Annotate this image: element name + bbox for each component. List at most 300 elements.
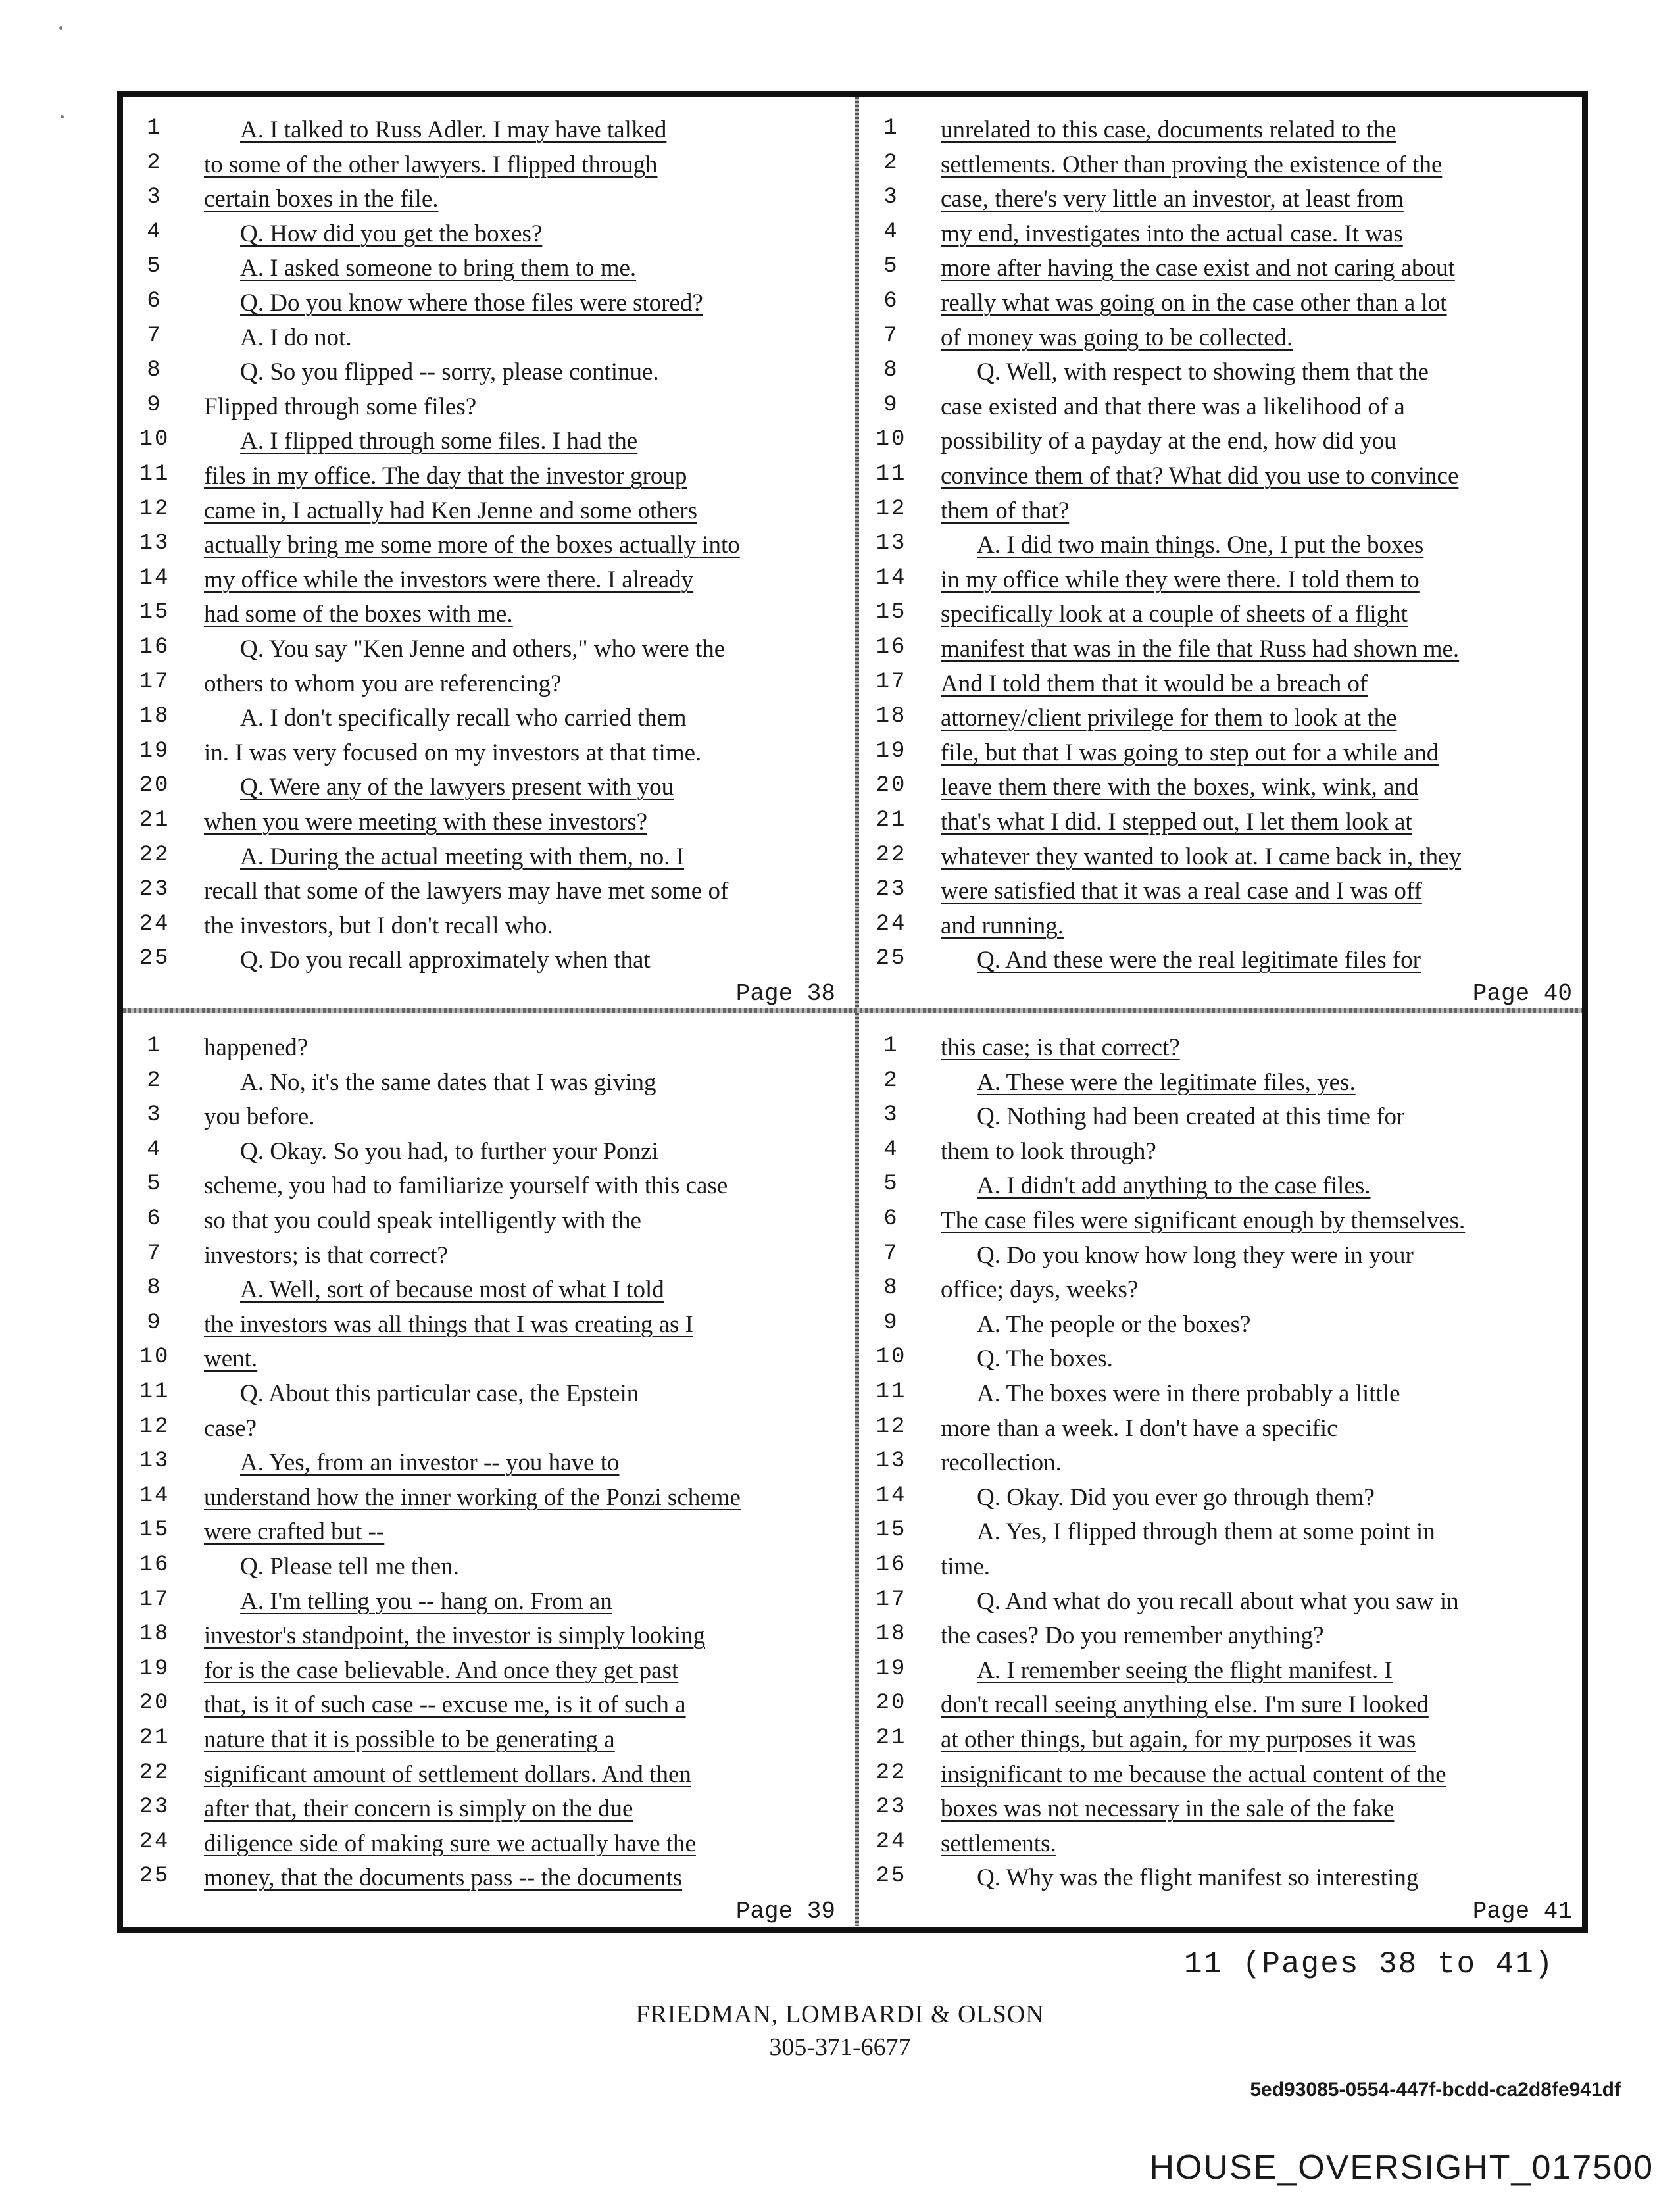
line-text: when you were meeting with these investors? — [204, 808, 648, 835]
line-text: Q. Do you know where those files were stored? — [240, 289, 703, 316]
line-number: 7 — [883, 1241, 899, 1266]
transcript-line — [862, 528, 1585, 562]
line-text: that, is it of such case -- excuse me, is it of such a — [204, 1691, 686, 1719]
transcript-line — [862, 563, 1585, 597]
transcript-line — [862, 217, 1585, 251]
scan-speck — [59, 26, 62, 30]
transcript-line — [125, 1446, 849, 1480]
line-text: A. Yes, from an investor -- you have to — [240, 1449, 620, 1477]
transcript-line — [862, 1619, 1585, 1653]
line-number: 6 — [883, 1206, 899, 1231]
transcript-line — [125, 1273, 849, 1307]
transcript-line — [125, 1585, 849, 1619]
line-number: 12 — [876, 1414, 907, 1439]
transcript-line — [862, 943, 1585, 978]
transcript-line — [862, 840, 1585, 874]
line-text: the investors was all things that I was creating as I — [204, 1310, 693, 1338]
line-number: 14 — [139, 565, 170, 591]
line-text: A. I talked to Russ Adler. I may have talked — [240, 116, 667, 143]
transcript-line — [125, 701, 849, 735]
line-number: 5 — [883, 254, 899, 280]
transcript-line — [125, 1342, 849, 1376]
line-text: diligence side of making sure we actually have the — [204, 1829, 696, 1857]
line-text: A. During the actual meeting with them, no. I — [240, 843, 685, 870]
transcript-line — [862, 701, 1585, 735]
transcript-line — [862, 251, 1585, 286]
transcript-line — [125, 1550, 849, 1584]
line-number: 4 — [883, 219, 899, 245]
line-text: of money was going to be collected. — [941, 324, 1293, 351]
line-number: 2 — [883, 150, 899, 176]
line-number: 20 — [876, 1691, 907, 1716]
line-number: 22 — [139, 842, 170, 868]
line-text: A. I don't specifically recall who carried them — [240, 705, 687, 732]
line-number: 13 — [139, 531, 170, 557]
transcript-line — [125, 1723, 849, 1757]
line-text: A. I didn't add anything to the case files. — [977, 1172, 1371, 1200]
line-number: 11 — [139, 1379, 170, 1404]
transcript-line — [862, 1031, 1585, 1065]
line-text: leave them there with the boxes, wink, wink, and — [941, 774, 1419, 801]
transcript-line — [125, 874, 849, 908]
transcript-line — [125, 217, 849, 251]
transcript-line — [125, 424, 849, 459]
transcript-line — [862, 874, 1585, 908]
line-text: came in, I actually had Ken Jenne and some others — [204, 497, 698, 524]
line-text: Q. Please tell me then. — [240, 1553, 459, 1580]
line-text: went. — [204, 1345, 258, 1373]
page-label: Page 39 — [735, 1898, 835, 1925]
transcript-line — [862, 355, 1585, 389]
line-number: 25 — [139, 1864, 170, 1889]
line-number: 2 — [147, 1068, 162, 1093]
line-number: 2 — [883, 1068, 899, 1093]
line-text: more than a week. I don't have a specific — [941, 1414, 1338, 1442]
transcript-line — [862, 736, 1585, 770]
line-number: 20 — [876, 773, 907, 799]
transcript-line — [862, 321, 1585, 355]
line-text: in. I was very focused on my investors at that time. — [204, 739, 702, 766]
transcript-line — [125, 1308, 849, 1342]
transcript-line — [125, 770, 849, 805]
transcript-line — [125, 355, 849, 389]
transcript-line — [125, 182, 849, 216]
transcript-line — [862, 1100, 1585, 1134]
transcript-line — [862, 1827, 1585, 1861]
transcript-line — [862, 1723, 1585, 1757]
transcript-line — [125, 251, 849, 286]
transcript-line — [862, 1481, 1585, 1515]
line-text: to some of the other lawyers. I flipped through — [204, 151, 658, 178]
line-text: Q. Well, with respect to showing them that the — [977, 359, 1429, 386]
transcript-page-41 — [862, 1016, 1585, 1925]
line-number: 14 — [876, 565, 907, 591]
transcript-line — [862, 1861, 1585, 1895]
line-number: 4 — [147, 1137, 162, 1162]
page-label: Page 41 — [1472, 1898, 1572, 1925]
line-text: happened? — [204, 1034, 309, 1061]
transcript-line — [125, 597, 849, 632]
transcript-line — [862, 1169, 1585, 1203]
page-label: Page 40 — [1472, 980, 1572, 1007]
line-number: 3 — [147, 185, 162, 211]
transcript-line — [862, 1273, 1585, 1307]
transcript-line — [125, 1515, 849, 1549]
line-text: more after having the case exist and not caring about — [941, 255, 1455, 282]
line-text: so that you could speak intelligently with the — [204, 1207, 641, 1234]
line-number: 7 — [147, 323, 162, 349]
transcript-line — [125, 1377, 849, 1411]
line-text: don't recall seeing anything else. I'm sure I looked — [941, 1691, 1429, 1719]
line-text: the investors, but I don't recall who. — [204, 912, 553, 939]
line-text: Q. Why was the flight manifest so interesting — [977, 1864, 1419, 1892]
line-text: settlements. Other than proving the existence of the — [941, 151, 1443, 178]
transcript-line — [125, 1758, 849, 1792]
line-number: 17 — [876, 669, 907, 695]
line-text: Q. And what do you recall about what you saw in — [977, 1587, 1459, 1615]
line-text: had some of the boxes with me. — [204, 601, 513, 628]
line-number: 5 — [883, 1172, 899, 1197]
transcript-line — [125, 286, 849, 320]
transcript-line — [125, 840, 849, 874]
line-number: 22 — [876, 842, 907, 868]
line-text: unrelated to this case, documents related to the — [941, 116, 1396, 143]
line-number: 1 — [147, 116, 162, 141]
line-number: 10 — [139, 1345, 170, 1370]
line-number: 8 — [147, 358, 162, 384]
line-text: Q. Were any of the lawyers present with you — [240, 774, 674, 801]
transcript-page-40 — [862, 99, 1585, 1007]
transcript-line — [125, 943, 849, 978]
line-number: 25 — [139, 946, 170, 972]
transcript-line — [862, 148, 1585, 182]
transcript-line — [862, 1758, 1585, 1792]
line-text: A. The people or the boxes? — [977, 1310, 1251, 1338]
line-text: money, that the documents pass -- the documents — [204, 1864, 683, 1892]
transcript-page-38 — [125, 99, 849, 1007]
line-text: recollection. — [941, 1449, 1062, 1477]
line-text: A. I do not. — [240, 324, 352, 351]
line-text: Q. Nothing had been created at this time for — [977, 1103, 1405, 1131]
line-text: after that, their concern is simply on the due — [204, 1795, 633, 1823]
line-text: recall that some of the lawyers may have met some of — [204, 878, 729, 905]
line-text: were crafted but -- — [204, 1518, 385, 1546]
line-number: 23 — [139, 877, 170, 903]
line-number: 15 — [139, 1518, 170, 1543]
transcript-line — [862, 113, 1585, 147]
transcript-line — [862, 182, 1585, 216]
transcript-line — [862, 1654, 1585, 1688]
line-number: 12 — [139, 1414, 170, 1439]
line-number: 10 — [876, 427, 907, 453]
line-number: 12 — [876, 496, 907, 522]
line-number: 24 — [139, 911, 170, 937]
line-number: 3 — [883, 1103, 899, 1128]
pages-range: 11 (Pages 38 to 41) — [1184, 1947, 1554, 1981]
line-text: possibility of a payday at the end, how did you — [941, 428, 1396, 455]
line-text: for is the case believable. And once they get past — [204, 1656, 679, 1684]
transcript-line — [125, 1792, 849, 1826]
line-number: 19 — [876, 1656, 907, 1681]
line-number: 17 — [139, 669, 170, 695]
transcript-line — [862, 632, 1585, 666]
line-text: nature that it is possible to be generating a — [204, 1726, 615, 1753]
line-text: really what was going on in the case other than a lot — [941, 289, 1447, 316]
horizontal-divider — [123, 1008, 1582, 1013]
line-number: 10 — [876, 1345, 907, 1370]
line-text: A. Yes, I flipped through them at some point in — [977, 1518, 1435, 1546]
line-text: my end, investigates into the actual case. It was — [941, 220, 1403, 247]
transcript-line — [862, 1377, 1585, 1411]
transcript-line — [125, 1481, 849, 1515]
transcript-line — [862, 1239, 1585, 1273]
line-text: Q. Okay. Did you ever go through them? — [977, 1483, 1375, 1511]
line-text: certain boxes in the file. — [204, 186, 439, 213]
transcript-line — [862, 390, 1585, 424]
line-number: 23 — [876, 877, 907, 903]
transcript-line — [862, 909, 1585, 943]
transcript-line — [125, 1135, 849, 1169]
transcript-line — [862, 1446, 1585, 1480]
line-text: case? — [204, 1414, 257, 1442]
court-reporter-firm: FRIEDMAN, LOMBARDI & OLSON — [635, 2000, 1045, 2028]
line-text: investor's standpoint, the investor is simply looking — [204, 1622, 706, 1650]
line-text: investors; is that correct? — [204, 1241, 448, 1269]
line-number: 15 — [876, 1518, 907, 1543]
line-text: files in my office. The day that the investor group — [204, 462, 687, 489]
line-number: 13 — [876, 531, 907, 557]
transcript-line — [125, 563, 849, 597]
firm-phone: 305-371-6677 — [769, 2033, 911, 2061]
line-number: 6 — [147, 289, 162, 314]
line-number: 15 — [876, 600, 907, 626]
line-number: 13 — [876, 1449, 907, 1474]
page-label: Page 38 — [735, 980, 835, 1007]
line-number: 5 — [147, 1172, 162, 1197]
line-number: 18 — [876, 1622, 907, 1647]
transcript-line — [125, 1861, 849, 1895]
transcript-line — [862, 805, 1585, 839]
transcript-line — [862, 597, 1585, 632]
line-text: manifest that was in the file that Russ had shown me. — [941, 635, 1460, 662]
line-text: and running. — [941, 912, 1064, 939]
transcript-line — [125, 667, 849, 701]
line-number: 21 — [139, 808, 170, 833]
line-text: The case files were significant enough by themselves. — [941, 1207, 1466, 1234]
transcript-line — [125, 1066, 849, 1100]
transcript-line — [862, 1342, 1585, 1376]
line-text: whatever they wanted to look at. I came back in, they — [941, 843, 1462, 870]
transcript-line — [125, 736, 849, 770]
line-text: Q. Do you know how long they were in your — [977, 1241, 1414, 1269]
line-text: my office while the investors were there. I already — [204, 566, 694, 593]
line-text: file, but that I was going to step out for a while and — [941, 739, 1439, 766]
line-number: 24 — [876, 911, 907, 937]
transcript-line — [125, 1619, 849, 1653]
transcript-line — [862, 1412, 1585, 1446]
line-number: 8 — [147, 1276, 162, 1301]
transcript-line — [862, 770, 1585, 805]
line-number: 8 — [883, 1276, 899, 1301]
line-number: 8 — [883, 358, 899, 384]
transcript-line — [125, 805, 849, 839]
line-text: convince them of that? What did you use to convince — [941, 462, 1459, 489]
line-number: 3 — [883, 185, 899, 211]
line-number: 2 — [147, 150, 162, 176]
transcript-line — [125, 1412, 849, 1446]
line-text: were satisfied that it was a real case and I was off — [941, 878, 1422, 905]
transcript-line — [125, 113, 849, 147]
transcript-line — [125, 632, 849, 666]
line-text: A. I flipped through some files. I had the — [240, 428, 638, 455]
line-text: case, there's very little an investor, at least from — [941, 186, 1404, 213]
line-number: 11 — [876, 462, 907, 487]
line-number: 24 — [139, 1829, 170, 1854]
line-text: A. I'm telling you -- hang on. From an — [240, 1587, 612, 1615]
line-number: 3 — [147, 1103, 162, 1128]
line-text: them to look through? — [941, 1137, 1156, 1165]
line-text: A. Well, sort of because most of what I told — [240, 1276, 664, 1304]
transcript-line — [125, 494, 849, 528]
line-text: Q. The boxes. — [977, 1345, 1113, 1373]
line-number: 14 — [139, 1483, 170, 1508]
line-number: 25 — [876, 1864, 907, 1889]
line-number: 11 — [139, 462, 170, 487]
transcript-line — [125, 1239, 849, 1273]
transcript-line — [125, 390, 849, 424]
transcript-line — [862, 494, 1585, 528]
line-number: 21 — [139, 1726, 170, 1751]
line-number: 19 — [139, 738, 170, 764]
line-text: Q. Do you recall approximately when that — [240, 947, 651, 974]
line-text: specifically look at a couple of sheets of a flight — [941, 601, 1408, 628]
transcript-line — [125, 1688, 849, 1722]
transcript-line — [125, 459, 849, 493]
line-text: this case; is that correct? — [941, 1034, 1180, 1061]
line-text: Q. About this particular case, the Epstein — [240, 1380, 639, 1407]
line-number: 25 — [876, 946, 907, 972]
line-number: 21 — [876, 808, 907, 833]
line-number: 9 — [147, 1310, 162, 1335]
transcript-line — [125, 1169, 849, 1203]
line-number: 5 — [147, 254, 162, 280]
line-number: 19 — [876, 738, 907, 764]
line-number: 9 — [147, 392, 162, 418]
line-number: 1 — [883, 116, 899, 141]
line-text: at other things, but again, for my purposes it was — [941, 1726, 1416, 1753]
line-number: 18 — [139, 1622, 170, 1647]
line-number: 21 — [876, 1726, 907, 1751]
line-number: 22 — [139, 1760, 170, 1785]
line-number: 7 — [883, 323, 899, 349]
line-text: time. — [941, 1553, 991, 1580]
transcript-line — [862, 1204, 1585, 1238]
line-number: 16 — [876, 1553, 907, 1578]
line-number: 18 — [139, 704, 170, 730]
document-id: 5ed93085-0554-447f-bcdd-ca2d8fe941df — [1250, 2079, 1621, 2100]
line-text: that's what I did. I stepped out, I let them look at — [941, 808, 1412, 835]
line-number: 9 — [883, 392, 899, 418]
transcript-line — [862, 667, 1585, 701]
line-text: And I told them that it would be a breach of — [941, 670, 1368, 697]
line-text: Q. So you flipped -- sorry, please continue. — [240, 359, 659, 386]
transcript-line — [125, 1031, 849, 1065]
line-number: 16 — [139, 635, 170, 660]
line-text: A. These were the legitimate files, yes. — [977, 1068, 1356, 1096]
line-text: Q. Okay. So you had, to further your Ponzi — [240, 1137, 658, 1165]
line-number: 13 — [139, 1449, 170, 1474]
line-number: 16 — [876, 635, 907, 660]
transcript-line — [125, 1204, 849, 1238]
line-text: others to whom you are referencing? — [204, 670, 562, 697]
line-number: 23 — [139, 1795, 170, 1820]
scan-speck — [61, 115, 64, 118]
line-number: 10 — [139, 427, 170, 453]
transcript-line — [125, 528, 849, 562]
line-text: understand how the inner working of the Ponzi scheme — [204, 1483, 741, 1511]
transcript-page-39 — [125, 1016, 849, 1925]
line-text: Q. How did you get the boxes? — [240, 220, 543, 247]
line-number: 20 — [139, 773, 170, 799]
transcript-line — [862, 1066, 1585, 1100]
line-text: A. I remember seeing the flight manifest. I — [977, 1656, 1393, 1684]
transcript-line — [862, 1585, 1585, 1619]
line-text: attorney/client privilege for them to look at the — [941, 705, 1397, 732]
line-text: them of that? — [941, 497, 1070, 524]
line-text: case existed and that there was a likelihood of a — [941, 393, 1405, 420]
line-number: 7 — [147, 1241, 162, 1266]
transcript-line — [125, 148, 849, 182]
transcript-line — [862, 1792, 1585, 1826]
line-number: 11 — [876, 1379, 907, 1404]
transcript-line — [125, 909, 849, 943]
line-number: 12 — [139, 496, 170, 522]
line-number: 20 — [139, 1691, 170, 1716]
line-text: boxes was not necessary in the sale of the fake — [941, 1795, 1395, 1823]
line-text: A. The boxes were in there probably a little — [977, 1380, 1400, 1407]
line-text: significant amount of settlement dollars. And then — [204, 1760, 691, 1788]
transcript-line — [862, 1135, 1585, 1169]
transcript-line — [862, 1308, 1585, 1342]
line-text: in my office while they were there. I told them to — [941, 566, 1420, 593]
line-number: 9 — [883, 1310, 899, 1335]
line-text: Flipped through some files? — [204, 393, 477, 420]
line-number: 22 — [876, 1760, 907, 1785]
line-text: Q. You say "Ken Jenne and others," who were the — [240, 635, 726, 662]
line-number: 1 — [147, 1033, 162, 1058]
line-number: 17 — [139, 1587, 170, 1612]
line-number: 15 — [139, 600, 170, 626]
transcript-line — [862, 1550, 1585, 1584]
line-text: A. I did two main things. One, I put the boxes — [977, 532, 1424, 559]
line-text: office; days, weeks? — [941, 1276, 1139, 1304]
line-number: 4 — [147, 219, 162, 245]
line-number: 18 — [876, 704, 907, 730]
line-text: Q. And these were the real legitimate files for — [977, 947, 1421, 974]
line-number: 6 — [147, 1206, 162, 1231]
line-number: 1 — [883, 1033, 899, 1058]
line-text: A. I asked someone to bring them to me. — [240, 255, 637, 282]
transcript-line — [862, 459, 1585, 493]
line-text: scheme, you had to familiarize yourself with this case — [204, 1172, 728, 1200]
transcript-line — [862, 286, 1585, 320]
line-number: 19 — [139, 1656, 170, 1681]
line-text: you before. — [204, 1103, 315, 1131]
line-text: insignificant to me because the actual content of the — [941, 1760, 1446, 1788]
transcript-line — [862, 424, 1585, 459]
transcript-line — [862, 1688, 1585, 1722]
line-number: 14 — [876, 1483, 907, 1508]
